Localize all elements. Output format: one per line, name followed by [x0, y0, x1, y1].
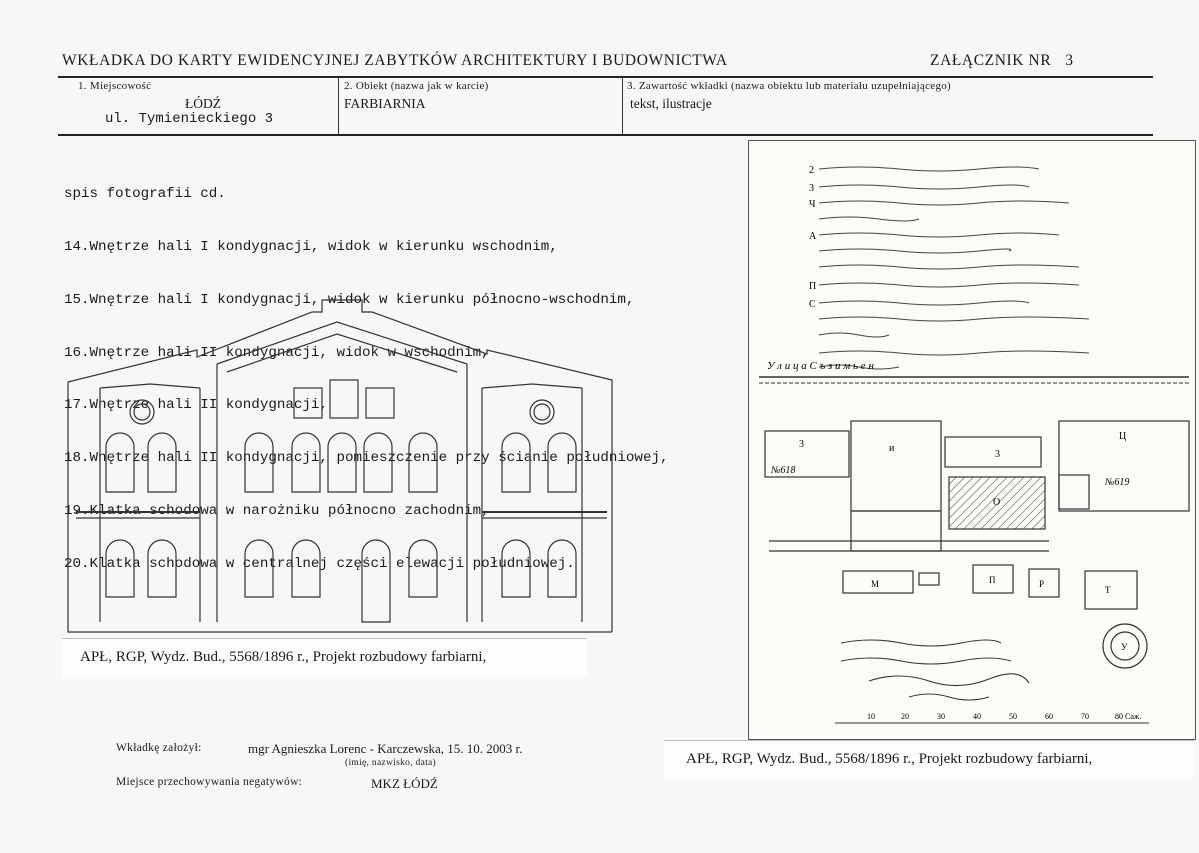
- photo-list-item: 14.Wnętrze hali I kondygnacji, widok w kierunku wschodnim,: [64, 238, 558, 255]
- photo-list-item: 17.Wnętrze hali II kondygnacji,: [64, 397, 328, 414]
- site-plan-panel: [748, 140, 1196, 740]
- storage-value: MKZ ŁÓDŹ: [371, 776, 438, 791]
- object-label: 2. Obiekt (nazwa jak w karcie): [344, 80, 489, 92]
- scale-tick: 50: [1009, 712, 1017, 721]
- photo-list-item: 15.Wnętrze hali I kondygnacji, widok w kierunku północno-wschodnim,: [64, 291, 635, 308]
- location-address: ul. Tymienieckiego 3: [105, 111, 274, 127]
- document-title: WKŁADKA DO KARTY EWIDENCYJNEJ ZABYTKÓW ARCHITEKTURY I BUDOWNICTWA: [62, 52, 728, 69]
- site-plan-drawing: [749, 141, 1195, 739]
- scale-tick: 70: [1081, 712, 1089, 721]
- scale-tick: 10: [867, 712, 875, 721]
- street-label: У л и ц а С ъ з и м ь е н: [767, 360, 874, 372]
- scale-tick: 40: [973, 712, 981, 721]
- location-label: 1. Miejscowość: [78, 80, 152, 92]
- svg-text:и: и: [889, 443, 895, 454]
- fields-rule: [58, 134, 1153, 136]
- scale-tick: 60: [1045, 712, 1053, 721]
- site-plan-caption: APŁ, RGP, Wydz. Bud., 5568/1896 r., Projekt rozbudowy farbiarni,: [686, 751, 1093, 767]
- svg-text:Т: Т: [1105, 585, 1111, 595]
- founder-value: mgr Agnieszka Lorenc - Karczewska, 15. 10. 2003 r.: [248, 741, 523, 756]
- svg-text:М: М: [871, 579, 880, 589]
- contents-label: 3. Zawartość wkładki (nazwa obiektu lub materiału uzupełniającego): [627, 80, 952, 92]
- svg-text:3: 3: [809, 183, 814, 194]
- svg-text:У: У: [1121, 642, 1128, 652]
- facade-caption: APŁ, RGP, Wydz. Bud., 5568/1896 r., Projekt rozbudowy farbiarni,: [80, 649, 487, 665]
- annex-label-text: ZAŁĄCZNIK NR: [930, 52, 1052, 69]
- storage-label: Miejsce przechowywania negatywów:: [116, 776, 303, 788]
- object-value: FARBIARNIA: [344, 96, 426, 111]
- photo-list-item: 19.Klatka schodowa w narożniku północno zachodnim,: [64, 502, 490, 519]
- location-city: ŁÓDŹ: [185, 96, 221, 111]
- svg-text:2: 2: [809, 165, 814, 176]
- svg-text:3: 3: [995, 449, 1000, 460]
- site-plan-caption-box: [664, 740, 1194, 779]
- facade-caption-box: [62, 638, 587, 677]
- founder-label: Wkładkę założył:: [116, 742, 202, 754]
- svg-text:Ц: Ц: [1119, 431, 1127, 442]
- svg-text:П: П: [989, 575, 996, 585]
- plot-label-618: №618: [771, 465, 796, 476]
- field-divider-2: [622, 78, 623, 134]
- svg-text:С: С: [809, 299, 816, 310]
- photo-list-item: 16.Wnętrze hali II kondygnacji, widok w wschodnim,: [64, 344, 490, 361]
- svg-text:Ч: Ч: [809, 199, 816, 210]
- header-rule: [58, 76, 1153, 78]
- svg-text:Р: Р: [1039, 579, 1045, 589]
- scale-tick: 80 Саж.: [1115, 712, 1142, 721]
- scale-tick: 20: [901, 712, 909, 721]
- plot-label-619: №619: [1105, 477, 1130, 488]
- photo-list-heading: spis fotografii cd.: [64, 186, 226, 203]
- svg-text:3: 3: [799, 439, 804, 450]
- svg-text:А: А: [809, 231, 817, 242]
- svg-text:П: П: [809, 281, 817, 292]
- contents-value: tekst, ilustracje: [630, 96, 712, 111]
- photo-list-item: 20.Klatka schodowa w centralnej części elewacji południowej.: [64, 555, 575, 572]
- svg-text:О: О: [993, 497, 1001, 508]
- facade-elevation-drawing: [62, 292, 622, 642]
- scale-tick: 30: [937, 712, 945, 721]
- field-divider-1: [338, 78, 339, 134]
- annex-label: [930, 52, 1074, 70]
- photo-list-item: 18.Wnętrze hali II kondygnacji, pomieszczenie przy ścianie południowej,: [64, 450, 669, 467]
- annex-number: 3: [1065, 52, 1074, 69]
- founder-hint: (imię, nazwisko, data): [345, 758, 437, 768]
